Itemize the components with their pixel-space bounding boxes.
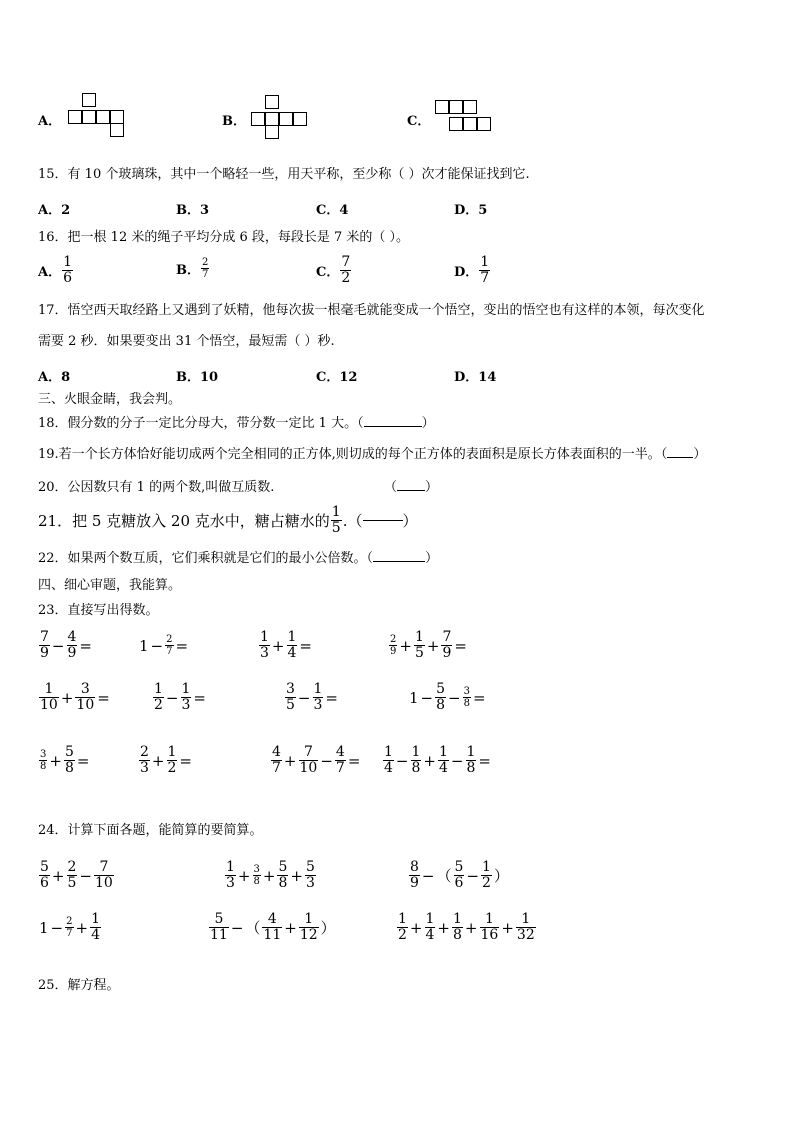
q24-title: 24．计算下面各题，能简算的要简算。 <box>38 823 263 838</box>
q15-text: 15．有 10 个玻璃珠，其中一个略轻一些，用天平称，至少称（ ）次才能保证找到它. <box>38 167 530 182</box>
q14-option-a-net <box>68 93 128 145</box>
q16-text: 16．把一根 12 米的绳子平均分成 6 段，每段长是 7 米的（ ）。 <box>38 230 410 245</box>
q24-expr-4: 1 − $\frac{2}{7}$ + $\frac{1}{4}$ <box>39 911 100 943</box>
q23-expr-2: 1 − $\frac{2}{7}$ = <box>139 634 189 657</box>
q14-option-c-net <box>435 100 495 140</box>
q15-option-c: C．4 <box>316 203 349 218</box>
q24-expr-1: $\frac{5}{6}$ + $\frac{2}{5}$ − $\frac{7}{10}$ <box>40 859 113 891</box>
q22: 22．如果两个数互质，它们乘积就是它们的最小公倍数。（ ） <box>38 551 439 566</box>
q18: 18．假分数的分子一定比分母大，带分数一定比 1 大。（ ） <box>38 416 435 431</box>
q23-expr-10: $\frac{2}{3}$ + $\frac{1}{2}$ = <box>140 744 192 776</box>
q23-expr-3: $\frac{1}{3}$ + $\frac{1}{4}$ = <box>260 629 312 661</box>
q20-answer-blank[interactable] <box>397 490 425 491</box>
q16-option-d: D． $\frac{1}{7}$ <box>454 254 490 286</box>
q16-option-b: B． $\frac{2}{7}$ <box>176 257 209 280</box>
q23-expr-12: $\frac{1}{4}$ − $\frac{1}{8}$ + $\frac{1}{4}$ − $\frac{1}{8}$ = <box>384 744 491 776</box>
q21-answer-blank[interactable] <box>363 520 403 521</box>
q17-text-line1: 17．悟空西天取经路上又遇到了妖精，他每次拔一根毫毛就能变成一个悟空，变出的悟空也有这样的本领，每次变化 <box>38 303 705 318</box>
q23-expr-8: 1 − $\frac{5}{8}$ − $\frac{3}{8}$ = <box>409 681 486 713</box>
q17-option-d: D．14 <box>454 370 497 385</box>
q25-title: 25．解方程。 <box>38 978 120 993</box>
q15-option-d: D．5 <box>454 203 488 218</box>
q19-answer-blank[interactable] <box>667 457 693 458</box>
q22-answer-blank[interactable] <box>373 561 425 562</box>
q14-option-b-label: B． <box>222 114 246 129</box>
q16-option-c: C． $\frac{7}{2}$ <box>316 254 351 286</box>
q16-option-a: A． $\frac{1}{6}$ <box>38 254 73 286</box>
q15-option-a: A．2 <box>38 203 71 218</box>
q17-text-line2: 需要 2 秒．如果要变出 31 个悟空，最短需（ ）秒. <box>38 334 335 349</box>
q15-option-b: B．3 <box>176 203 210 218</box>
q14-option-c-label: C． <box>407 114 431 129</box>
section3-heading: 三、火眼金睛，我会判。 <box>38 392 182 407</box>
q18-answer-blank[interactable] <box>364 426 422 427</box>
q23-expr-7: $\frac{3}{5}$ − $\frac{1}{3}$ = <box>286 681 338 713</box>
q21: 21．把 5 克糖放入 20 克水中，糖占糖水的 $\frac{1}{5}$ . （ ） <box>38 504 418 536</box>
q20: 20．公因数只有 1 的两个数,叫做互质数. <box>38 480 275 495</box>
q20-answer: （ ） <box>384 480 439 495</box>
q23-expr-11: $\frac{4}{7}$ + $\frac{7}{10}$ − $\frac{4}{7}$ = <box>272 744 361 776</box>
q24-expr-3: $\frac{8}{9}$ − （ $\frac{5}{6}$ − $\frac{1}{2}$ ） <box>410 859 509 891</box>
q23-expr-6: $\frac{1}{2}$ − $\frac{1}{3}$ = <box>154 681 206 713</box>
q17-option-c: C．12 <box>316 370 358 385</box>
q17-option-b: B．10 <box>176 370 219 385</box>
q23-title: 23．直接写出得数。 <box>38 603 159 618</box>
q24-expr-6: $\frac{1}{2}$ + $\frac{1}{4}$ + $\frac{1}{8}$ + $\frac{1}{16}$ + $\frac{1}{32}$ <box>398 911 535 943</box>
q23-expr-5: $\frac{1}{10}$ + $\frac{3}{10}$ = <box>40 681 110 713</box>
q24-expr-5: $\frac{5}{11}$ − （ $\frac{4}{11}$ + $\frac{1}{12}$ ） <box>210 911 336 943</box>
section4-heading: 四、细心审题，我能算。 <box>38 578 182 593</box>
q24-expr-2: $\frac{1}{3}$ + $\frac{3}{8}$ + $\frac{5}{8}$ + $\frac{5}{3}$ <box>226 859 315 891</box>
q23-expr-1: $\frac{7}{9}$ − $\frac{4}{9}$ = <box>40 629 92 661</box>
q23-expr-4: $\frac{2}{9}$ + $\frac{1}{5}$ + $\frac{7}{9}$ = <box>390 629 467 661</box>
q14-option-a-label: A． <box>38 114 62 129</box>
q14-option-b-net <box>251 95 311 147</box>
q23-expr-9: $\frac{3}{8}$ + $\frac{5}{8}$ = <box>40 744 90 776</box>
q17-option-a: A．8 <box>38 370 71 385</box>
q19: 19.若一个长方体恰好能切成两个完全相同的正方体,则切成的每个正方体的表面积是原长方体表面积的一半。（ ） <box>38 447 707 462</box>
